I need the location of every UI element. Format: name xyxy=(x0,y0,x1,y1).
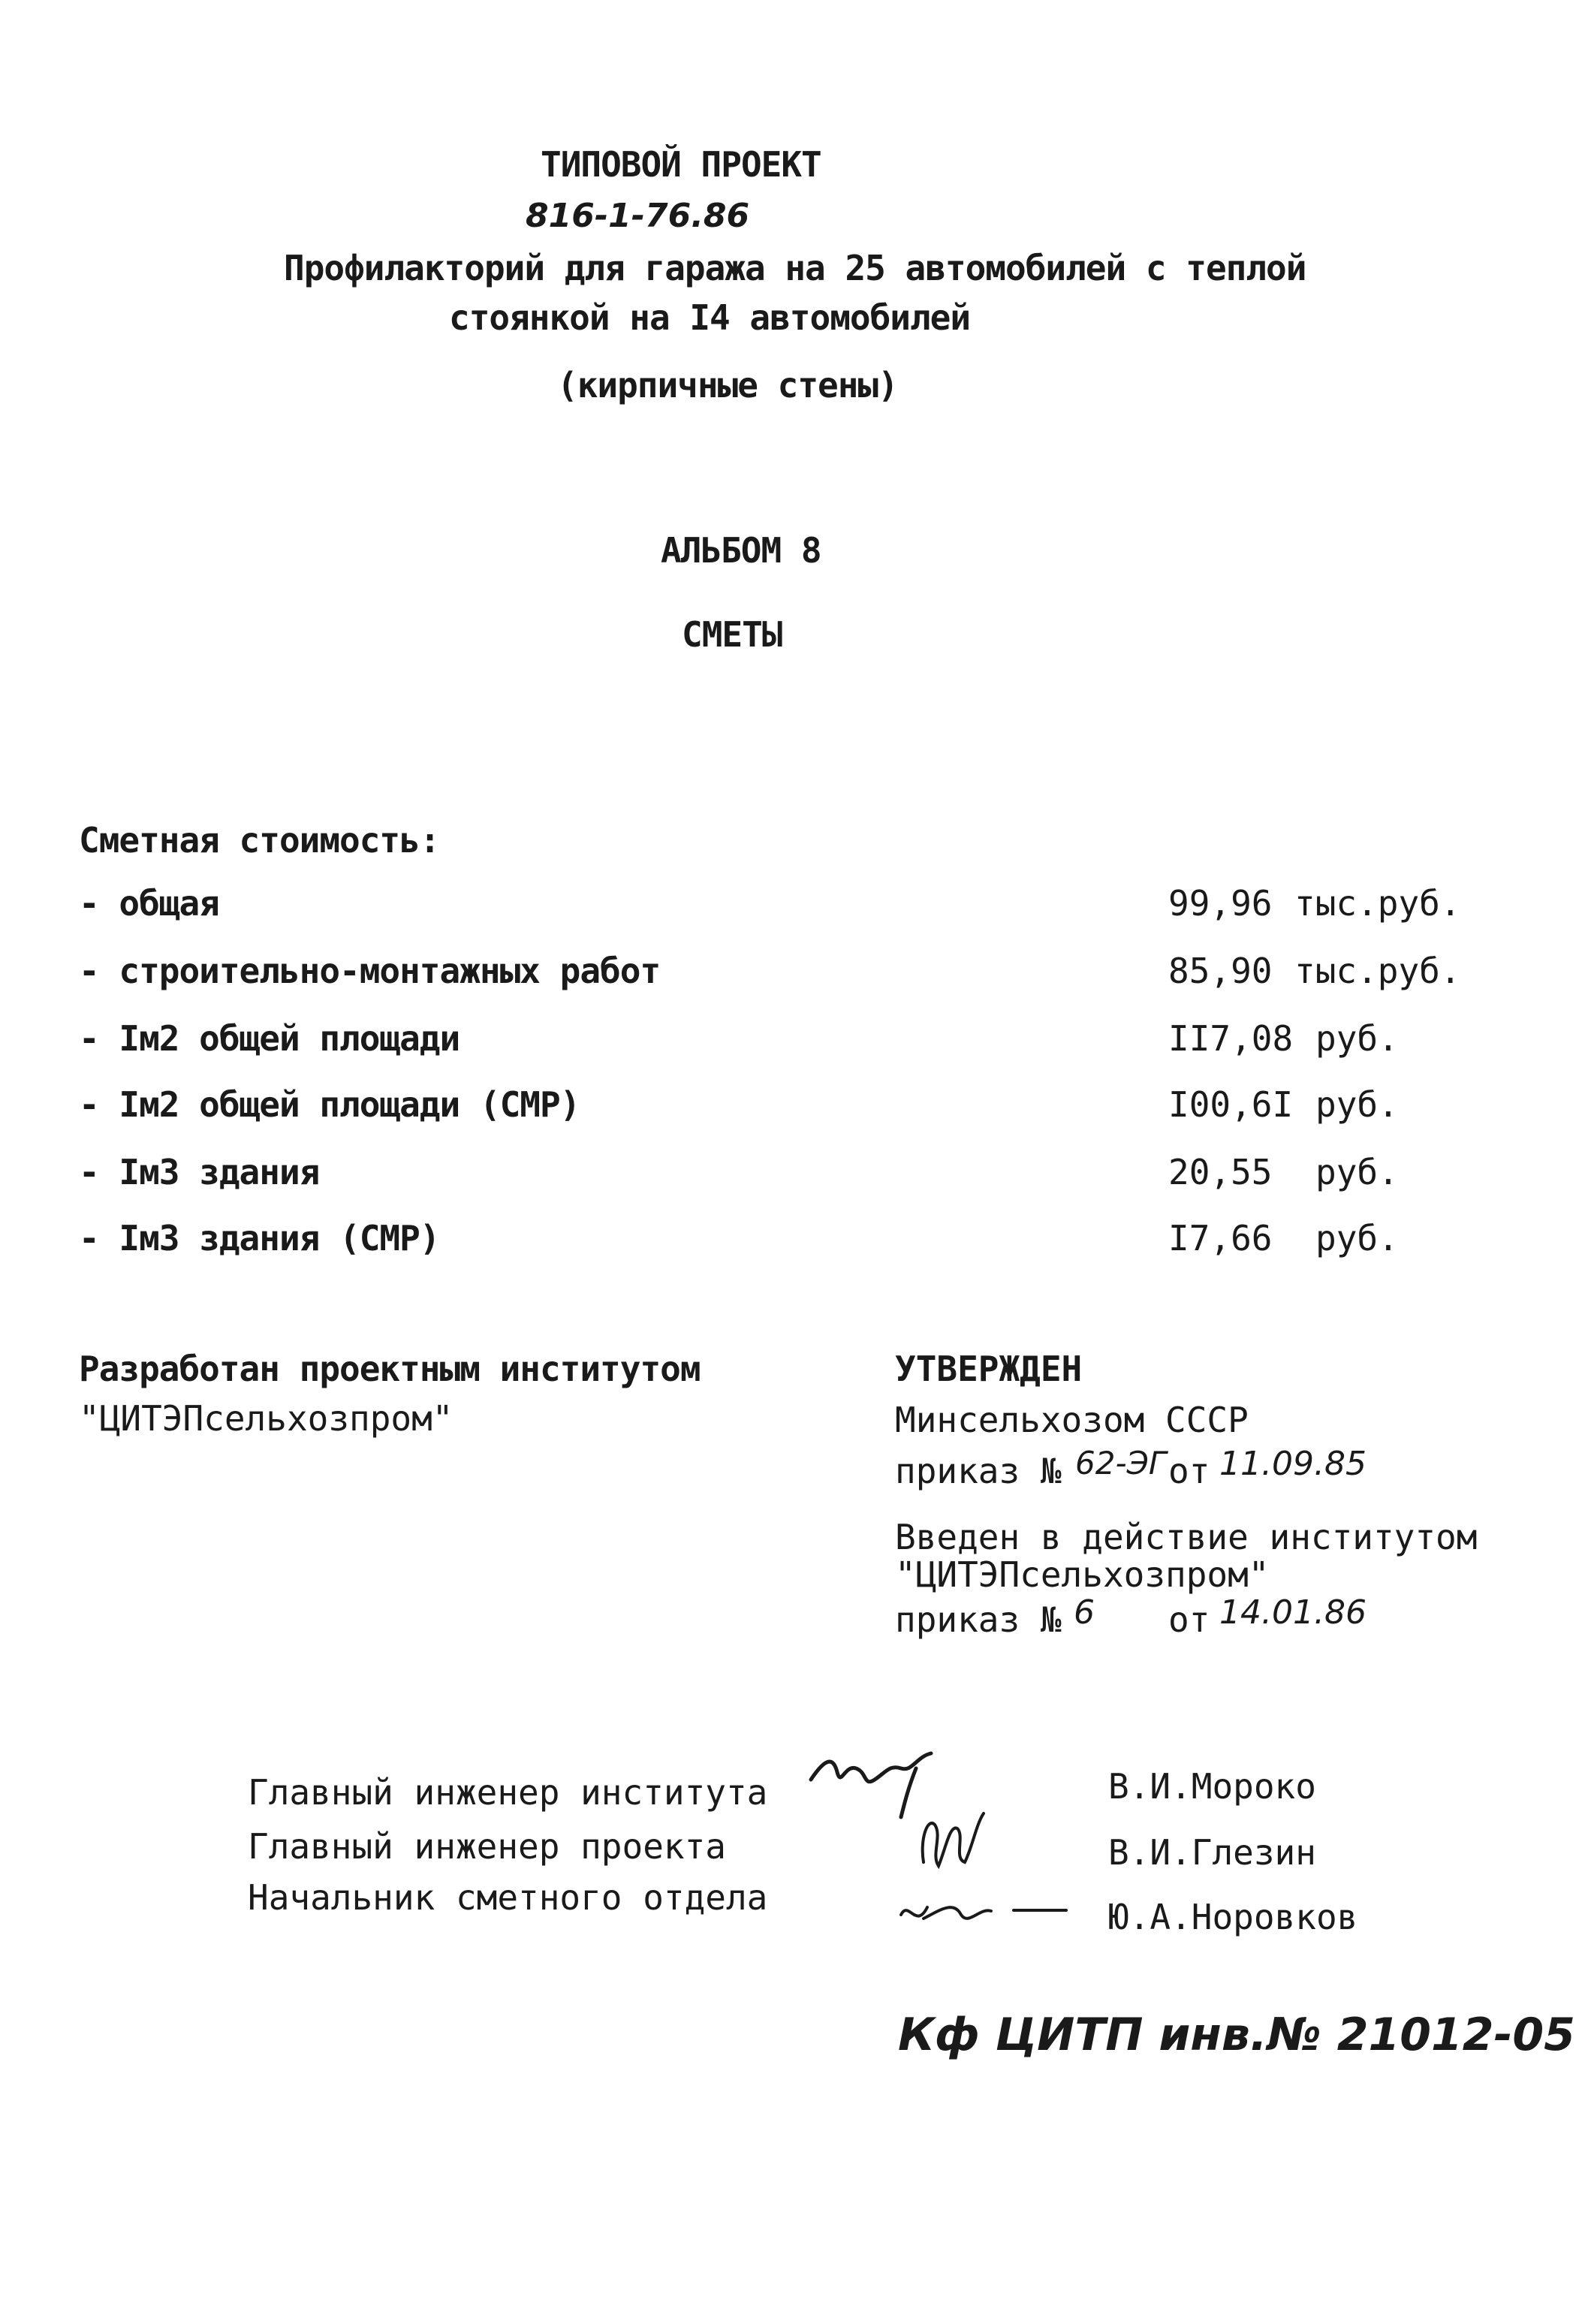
intro-order-number: 6 xyxy=(1074,1593,1095,1632)
cost-row-label: - строительно-монтажных работ xyxy=(79,951,661,991)
cost-row-label: - Iм3 здания xyxy=(79,1152,320,1192)
cost-row-unit: руб. xyxy=(1315,1218,1399,1258)
cost-row-unit: тыс.руб. xyxy=(1294,883,1461,924)
signatory-role: Главный инженер института xyxy=(248,1772,768,1813)
album-title: АЛЬБОМ 8 xyxy=(661,530,821,571)
intro-order-prefix: приказ № xyxy=(895,1599,1062,1640)
signatory-role: Главный инженер проекта xyxy=(248,1826,726,1867)
project-title-line2: стоянкой на I4 автомобилей xyxy=(449,297,971,338)
doc-type-title: ТИПОВОЙ ПРОЕКТ xyxy=(541,144,821,185)
project-title-line1: Профилакторий для гаража на 25 автомобилей с теплой xyxy=(284,248,1306,288)
cost-row-label: - общая xyxy=(79,883,219,924)
intro-line1: Введен в действие институтом xyxy=(895,1517,1478,1557)
signature-head-estimates xyxy=(893,1885,1074,1937)
intro-line2: "ЦИТЭПсельхозпром" xyxy=(895,1554,1270,1595)
cost-row-value: I7,66 xyxy=(1168,1218,1273,1258)
intro-order-from: от xyxy=(1168,1599,1210,1640)
inventory-stamp-note: Кф ЦИТП инв.№ 21012-05 xyxy=(898,2009,1575,2061)
cost-row-unit: руб. xyxy=(1315,1152,1399,1192)
cost-row-value: 99,96 xyxy=(1168,883,1273,924)
approval-order-from: от xyxy=(1168,1451,1210,1491)
cost-row-unit: руб. xyxy=(1315,1018,1399,1059)
intro-order-date: 14.01.86 xyxy=(1219,1593,1367,1632)
project-number: 816-1-76.86 xyxy=(526,197,750,235)
cost-row-unit: руб. xyxy=(1315,1084,1399,1125)
cost-row-value: I00,6I xyxy=(1168,1084,1294,1125)
cost-row-unit: тыс.руб. xyxy=(1294,951,1461,991)
signatory-name: В.И.Глезин xyxy=(1108,1832,1316,1873)
signature-chief-engineer-project xyxy=(909,1795,999,1877)
cost-heading: Сметная стоимость: xyxy=(79,820,440,861)
signatory-role: Начальник сметного отдела xyxy=(248,1877,768,1918)
project-title-line3: (кирпичные стены) xyxy=(557,365,898,405)
cost-row-label: - Iм2 общей площади xyxy=(79,1018,460,1059)
approval-ministry: Минсельхозом СССР xyxy=(895,1400,1249,1440)
album-subtitle: СМЕТЫ xyxy=(682,614,782,655)
cost-row-value: 20,55 xyxy=(1168,1152,1273,1192)
developer-line2: "ЦИТЭПсельхозпром" xyxy=(79,1398,453,1439)
cost-row-label: - Iм3 здания (СМР) xyxy=(79,1218,440,1258)
signatory-name: Ю.А.Норовков xyxy=(1108,1897,1358,1937)
approval-order-prefix: приказ № xyxy=(895,1451,1062,1491)
cost-row-value: 85,90 xyxy=(1168,951,1273,991)
cost-row-label: - Iм2 общей площади (СМР) xyxy=(79,1084,580,1125)
developer-line1: Разработан проектным институтом xyxy=(79,1349,701,1389)
signatory-name: В.И.Мороко xyxy=(1108,1766,1316,1807)
approval-title: УТВЕРЖДЕН xyxy=(895,1349,1083,1389)
cost-row-value: II7,08 xyxy=(1168,1018,1294,1059)
approval-order-number: 62-ЭГ xyxy=(1075,1445,1167,1482)
approval-order-date: 11.09.85 xyxy=(1219,1445,1367,1483)
